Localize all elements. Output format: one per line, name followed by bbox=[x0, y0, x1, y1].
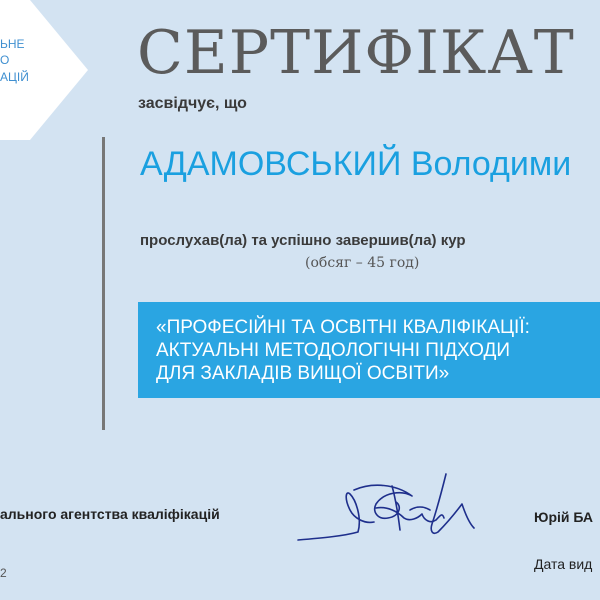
course-volume: (обсяг – 45 год) bbox=[305, 255, 420, 271]
logo-text-line-3: АЦІЙ bbox=[0, 70, 29, 84]
signer-name: Юрій БА bbox=[534, 509, 594, 525]
agency-logo bbox=[0, 0, 90, 150]
completed-text: прослухав(ла) та успішно завершив(ла) кур bbox=[140, 232, 466, 249]
logo-text-line-1: ЬНЕ bbox=[0, 37, 25, 51]
signature-icon bbox=[292, 466, 482, 556]
certifies-text: засвідчує, що bbox=[138, 95, 247, 112]
certificate-title: СЕРТИФІКАТ bbox=[137, 18, 575, 88]
issuing-agency: ального агентства кваліфікацій bbox=[0, 506, 220, 522]
left-fragment-text: 2 bbox=[0, 566, 7, 580]
course-title-line-1: «ПРОФЕСІЙНІ ТА ОСВІТНІ КВАЛІФІКАЦІЇ: bbox=[156, 317, 530, 338]
course-title-line-2: АКТУАЛЬНІ МЕТОДОЛОГІЧНІ ПІДХОДИ bbox=[156, 340, 510, 361]
course-title-line-3: ДЛЯ ЗАКЛАДІВ ВИЩОЇ ОСВІТИ» bbox=[156, 363, 450, 384]
vertical-divider bbox=[102, 137, 105, 430]
logo-text-line-2: О bbox=[0, 53, 10, 67]
issue-date-label: Дата вид bbox=[534, 556, 593, 572]
recipient-name: АДАМОВСЬКИЙ Володими bbox=[140, 145, 572, 183]
course-title-box bbox=[138, 302, 600, 398]
